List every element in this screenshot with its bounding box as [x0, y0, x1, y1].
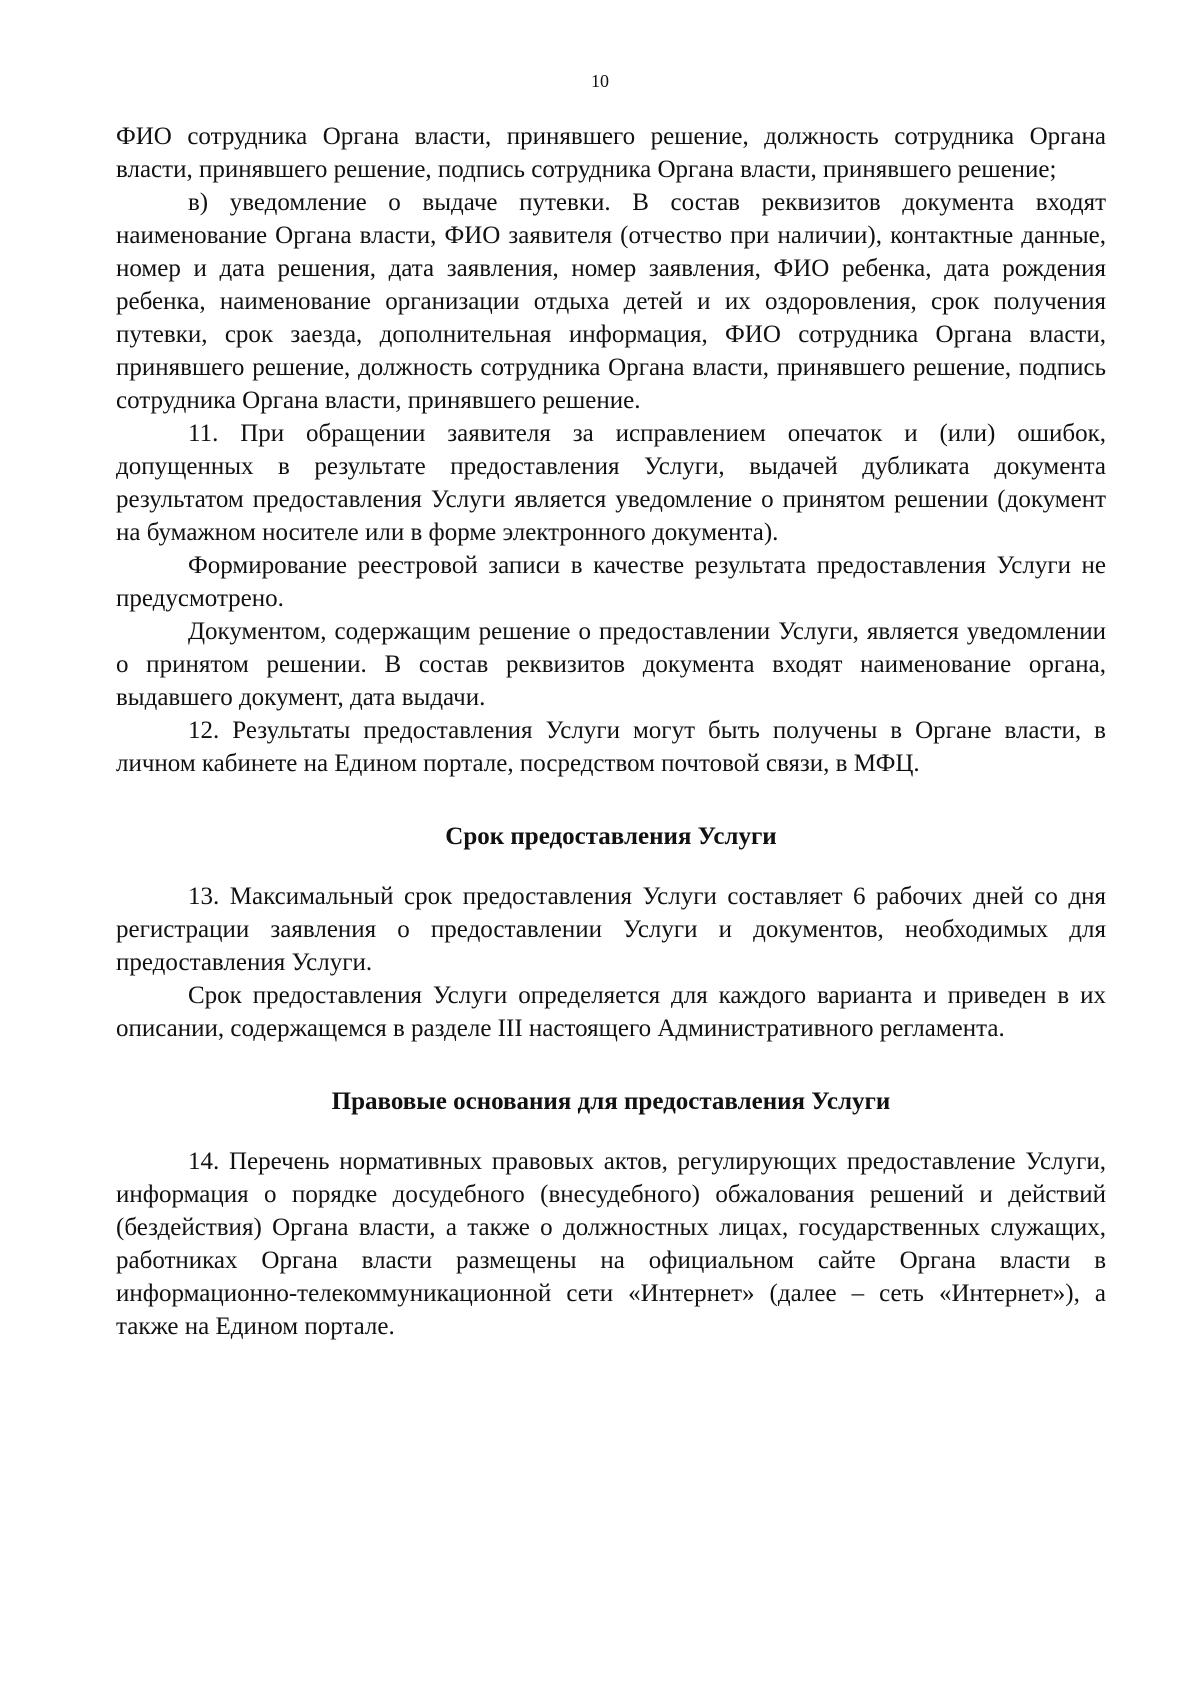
paragraph-11: 11. При обращении заявителя за исправлением опечаток и (или) ошибок, допущенных в результате предоставления Услуги, выдачей дубликата документа результатом предоставления Услуги является уведомление о принятом решении (документ на бумажном носителе или в форме электронного документа).: [116, 420, 1106, 546]
page-number: 10: [591, 71, 609, 91]
paragraph-registry-record: Формирование реестровой записи в качестве результата предоставления Услуги не предусмотрено.: [116, 552, 1106, 612]
section-heading-term: Срок предоставления Услуги: [445, 823, 777, 850]
paragraph-14: 14. Перечень нормативных правовых актов, регулирующих предоставление Услуги, информация о порядке досудебного (внесудебного) обжалования решений и действий (бездействия) Органа власти, а также о должностных лицах, государственных служащих, работниках Органа власти размещены на официальном сайте Органа власти в информационно-телекоммуникационной сети «Интернет» (далее – сеть «Интернет»), а также на Едином портале.: [116, 1148, 1106, 1340]
section-heading-legal: Правовые основания для предоставления Услуги: [331, 1088, 891, 1115]
paragraph-13: 13. Максимальный срок предоставления Услуги составляет 6 рабочих дней со дня регистрации заявления о предоставлении Услуги и документов, необходимых для предоставления Услуги.: [116, 883, 1106, 976]
paragraph-decision-document: Документом, содержащим решение о предоставлении Услуги, является уведомлении о принятом решении. В состав реквизитов документа входят наименование органа, выдавшего документ, дата выдачи.: [116, 618, 1106, 711]
paragraph-item-v: в) уведомление о выдаче путевки. В состав реквизитов документа входят наименование Органа власти, ФИО заявителя (отчество при наличии), контактные данные, номер и дата решения, дата заявления, номер заявления, ФИО ребенка, дата рождения ребенка, наименование организации отдыха детей и их оздоровления, срок получения путевки, срок заезда, дополнительная информация, ФИО сотрудника Органа власти, принявшего решение, должность сотрудника Органа власти, принявшего решение, подпись сотрудника Органа власти, принявшего решение.: [116, 189, 1106, 414]
paragraph-continuation: ФИО сотрудника Органа власти, принявшего решение, должность сотрудника Органа власти, принявшего решение, подпись сотрудника Органа власти, принявшего решение;: [116, 123, 1106, 183]
document-body: [116, 120, 1106, 1343]
paragraph-term-variants: Срок предоставления Услуги определяется для каждого варианта и приведен в их описании, содержащемся в разделе III настоящего Административного регламента.: [116, 982, 1106, 1042]
paragraph-12: 12. Результаты предоставления Услуги могут быть получены в Органе власти, в личном кабинете на Едином портале, посредством почтовой связи, в МФЦ.: [116, 717, 1106, 777]
